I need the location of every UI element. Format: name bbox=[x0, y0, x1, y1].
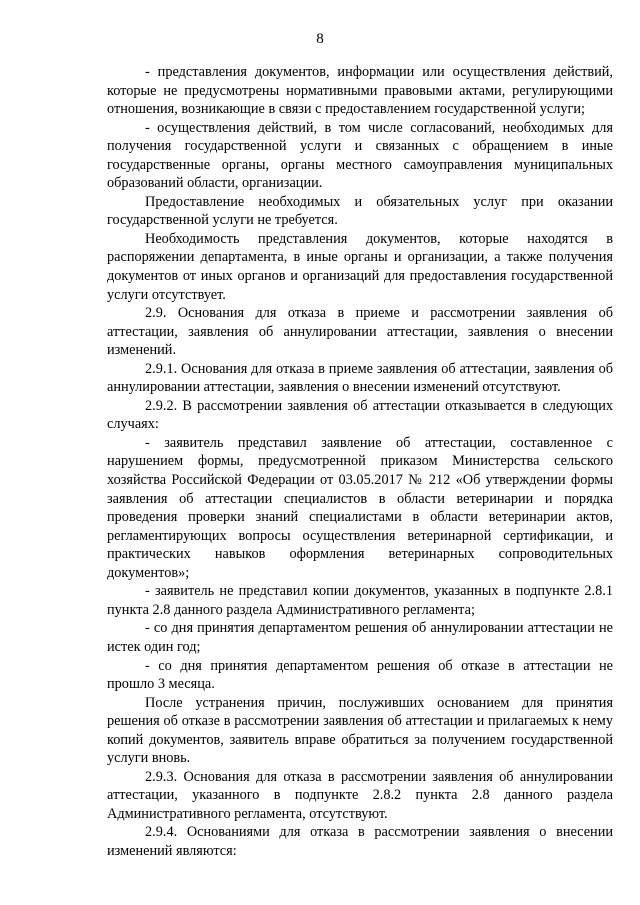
paragraph-document-necessity: Необходимость представления документов, которые находятся в распоряжении департамента, в иные органы и организации, а также получения документов от иных органов и организаций для предоставления государственной услуги отсутствует. bbox=[107, 230, 613, 303]
paragraph-section-2-9-3: 2.9.3. Основания для отказа в рассмотрении заявления об аннулировании аттестации, указанного в подпункте 2.8.2 пункта 2.8 данного раздела Административного регламента, отсутствуют. bbox=[107, 768, 613, 822]
paragraph-required-services: Предоставление необходимых и обязательных услуг при оказании государственной услуги не требуется. bbox=[107, 193, 613, 229]
list-item-form-violation: - заявитель представил заявление об аттестации, составленное с нарушением формы, предусмотренной приказом Министерства сельского хозяйства Российской Федерации от 03.05.2017 № 212 «Об утверждении формы заявления об аттестации специалистов в области ветеринарии и порядка проведения проверки знаний специалистами в области ветеринарии актов, регламентирующих вопросы осуществления ветеринарной сертификации, и практических навыков оформления ветеринарных сопроводительных документов»; bbox=[107, 434, 613, 581]
paragraph-section-2-9-2: 2.9.2. В рассмотрении заявления об аттестации отказывается в следующих случаях: bbox=[107, 397, 613, 433]
paragraph-reapply: После устранения причин, послуживших основанием для принятия решения об отказе в рассмотрении заявления об аттестации и прилагаемых к нему копий документов, заявитель вправе обратиться за получением государственной услуги вновь. bbox=[107, 694, 613, 767]
paragraph-section-2-9-1: 2.9.1. Основания для отказа в приеме заявления об аттестации, заявления об аннулировании аттестации, заявления о внесении изменений отсутствуют. bbox=[107, 360, 613, 396]
list-item-missing-copies: - заявитель не представил копии документов, указанных в подпункте 2.8.1 пункта 2.8 данного раздела Административного регламента; bbox=[107, 583, 613, 618]
list-item-annulment-year: - со дня принятия департаментом решения об аннулировании аттестации не истек один год; bbox=[107, 620, 613, 655]
paragraph-section-2-9-4: 2.9.4. Основаниями для отказа в рассмотрении заявления о внесении изменений являются: bbox=[107, 824, 613, 859]
list-item-refusal-months: - со дня принятия департаментом решения об отказе в аттестации не прошло 3 месяца. bbox=[107, 657, 613, 693]
paragraph-actions-approvals: - осуществления действий, в том числе согласований, необходимых для получения государственной услуги и связанных с обращением в иные государственные органы, органы местного самоуправления муниципальных образований области, организации. bbox=[107, 119, 613, 192]
document-body bbox=[107, 63, 613, 861]
paragraph-representation-documents: - представления документов, информации или осуществления действий, которые не предусмотрены нормативными правовыми актами, регулирующими отношения, возникающие в связи с предоставлением государственной услуги; bbox=[107, 64, 613, 118]
page-number: 8 bbox=[316, 31, 324, 47]
paragraph-section-2-9: 2.9. Основания для отказа в приеме и рассмотрении заявления об аттестации, заявления об аннулировании аттестации, заявления о внесении изменений. bbox=[107, 305, 613, 359]
